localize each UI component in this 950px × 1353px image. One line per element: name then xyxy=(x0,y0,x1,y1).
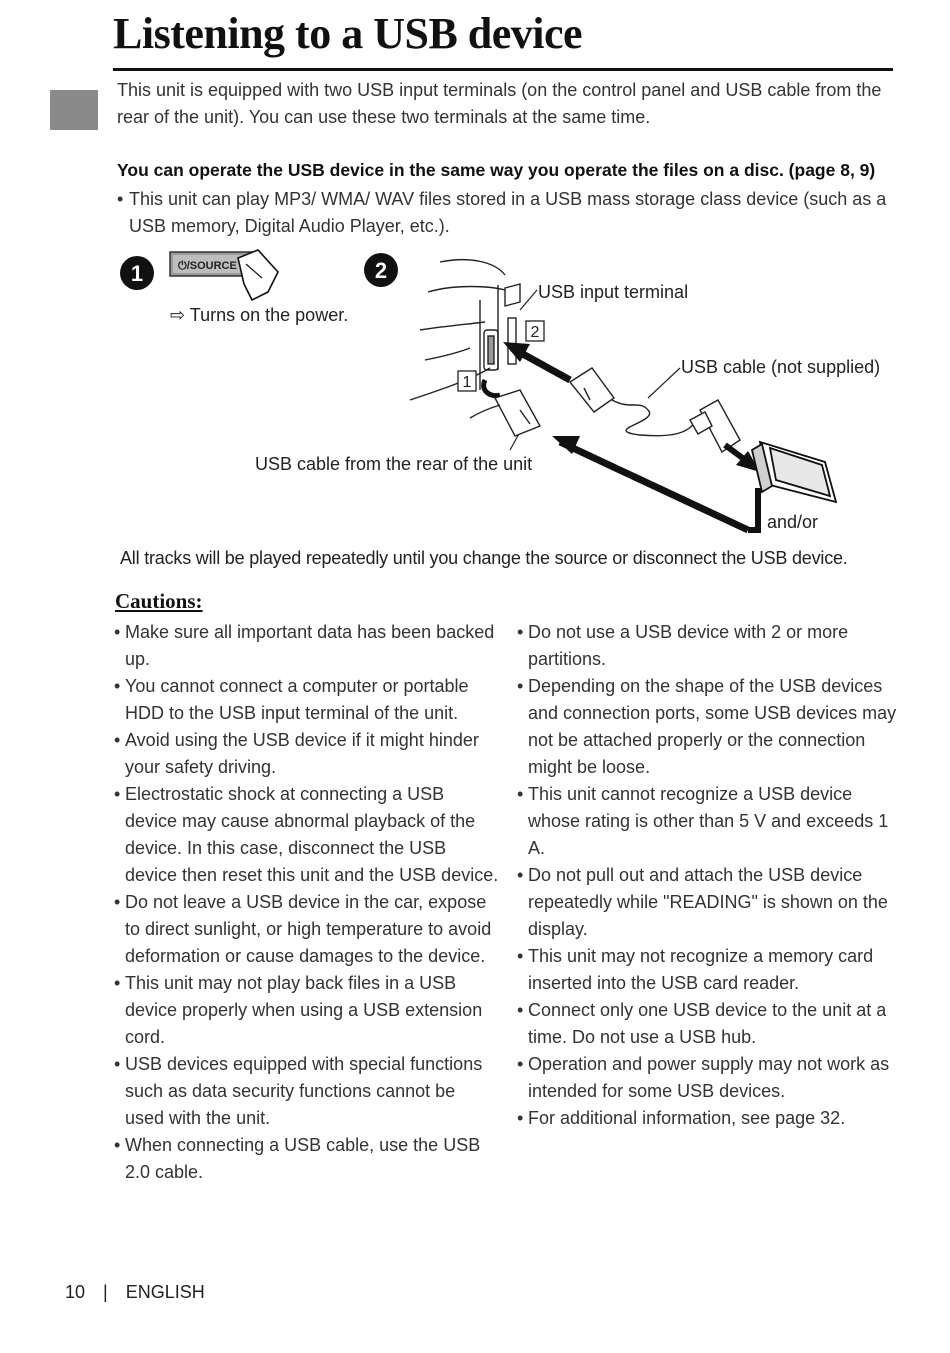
step-1-badge xyxy=(120,256,154,290)
source-button-icon xyxy=(170,250,278,300)
bullet: • xyxy=(114,730,121,750)
page-title: Listening to a USB device xyxy=(113,9,583,58)
page-number: 10 xyxy=(65,1282,86,1302)
caution-item xyxy=(114,1132,499,1186)
bullet: • xyxy=(517,865,524,885)
turns-on-text: Turns on the power. xyxy=(189,305,349,325)
caution-item xyxy=(517,619,902,673)
terminal-box-2 xyxy=(526,321,544,341)
title-rule xyxy=(113,68,893,71)
caution-item xyxy=(114,619,499,673)
label-usb-cable: USB cable (not supplied) xyxy=(681,357,881,377)
caution-text: Make sure all important data has been backed up. xyxy=(125,622,495,669)
bullet: • xyxy=(114,784,121,804)
caution-item xyxy=(517,673,902,781)
bullet: • xyxy=(114,1054,121,1074)
caution-text: Operation and power supply may not work as intended for some USB devices. xyxy=(528,1054,890,1101)
cautions-left-column xyxy=(114,619,499,1186)
usb-plug-drawing xyxy=(570,368,740,452)
caution-text: Depending on the shape of the USB devices and connection ports, some USB devices may not be attached properly or the connection might be loose. xyxy=(528,676,897,777)
caution-text: This unit cannot recognize a USB device whose rating is other than 5 V and exceeds 1 A. xyxy=(528,784,889,858)
section-marker xyxy=(50,90,98,130)
caution-item xyxy=(517,1105,902,1132)
caution-text: Connect only one USB device to the unit at a time. Do not use a USB hub. xyxy=(528,1000,887,1047)
step-2-number: 2 xyxy=(374,258,388,283)
caution-item xyxy=(114,781,499,889)
bullet: • xyxy=(117,189,124,209)
bullet: • xyxy=(517,946,524,966)
caution-text: USB devices equipped with special functions such as data security functions cannot be used with the unit. xyxy=(125,1054,483,1128)
bullet: • xyxy=(114,622,121,642)
turns-on-power-note xyxy=(170,305,348,326)
repeat-play-note: All tracks will be played repeatedly until you change the source or disconnect the USB device. xyxy=(120,548,848,568)
turns-on-arrow: ⇨ xyxy=(170,305,186,325)
sub-bullet xyxy=(117,186,897,240)
caution-text: Do not pull out and attach the USB device repeatedly while "READING" is shown on the display. xyxy=(528,865,888,939)
box-2-label: 2 xyxy=(530,324,540,341)
box-1-label: 1 xyxy=(462,374,472,391)
caution-item xyxy=(517,781,902,862)
bullet: • xyxy=(114,1135,121,1155)
bullet: • xyxy=(517,1108,524,1128)
caution-item xyxy=(114,889,499,970)
caution-text: Do not leave a USB device in the car, expose to direct sunlight, or high temperature to avoid deformation or cause damages to the device. xyxy=(125,892,492,966)
bullet: • xyxy=(517,784,524,804)
footer-language: ENGLISH xyxy=(125,1282,205,1302)
bullet: • xyxy=(114,892,121,912)
caution-item xyxy=(114,673,499,727)
terminal-box-1 xyxy=(458,371,476,391)
bullet: • xyxy=(517,1054,524,1074)
caution-text: Do not use a USB device with 2 or more partitions. xyxy=(528,622,849,669)
caution-text: Electrostatic shock at connecting a USB device may cause abnormal playback of the device. In this case, disconnect the USB device then reset this unit and the USB device. xyxy=(125,784,499,885)
caution-text: You cannot connect a computer or portable HDD to the USB input terminal of the unit. xyxy=(125,676,469,723)
subheading: You can operate the USB device in the same way you operate the files on a disc. (page 8, 9) xyxy=(117,160,876,180)
caution-item xyxy=(517,943,902,997)
intro-paragraph: This unit is equipped with two USB input terminals (on the control panel and USB cable from the rear of the unit). You can use these two terminals at the same time. xyxy=(117,80,882,127)
caution-item xyxy=(114,1051,499,1132)
caution-text: When connecting a USB cable, use the USB 2.0 cable. xyxy=(125,1135,481,1182)
sub-bullet-text: This unit can play MP3/ WMA/ WAV files stored in a USB mass storage class device (such as a USB memory, Digital Audio Player, etc.). xyxy=(129,189,887,236)
diagram-artwork xyxy=(0,240,950,550)
label-usb-input-terminal: USB input terminal xyxy=(538,282,689,302)
bullet: • xyxy=(114,973,121,993)
cautions-heading: Cautions: xyxy=(115,589,203,613)
caution-item xyxy=(114,970,499,1051)
page-footer xyxy=(65,1282,205,1303)
bullet: • xyxy=(517,1000,524,1020)
caution-text: Avoid using the USB device if it might hinder your safety driving. xyxy=(125,730,479,777)
label-and-or: and/or xyxy=(767,512,819,532)
caution-item xyxy=(517,1051,902,1105)
caution-item xyxy=(517,862,902,943)
source-button-label: ⏻/SOURCE xyxy=(178,260,237,272)
caution-text: For additional information, see page 32. xyxy=(528,1108,846,1128)
bullet: • xyxy=(517,622,524,642)
footer-separator: | xyxy=(103,1282,108,1302)
caution-item xyxy=(114,727,499,781)
usb-memory-stick xyxy=(752,442,836,502)
caution-text: This unit may not recognize a memory card inserted into the USB card reader. xyxy=(528,946,874,993)
step-2-badge xyxy=(364,253,398,287)
caution-item xyxy=(517,997,902,1051)
bullet: • xyxy=(517,676,524,696)
label-usb-rear: USB cable from the rear of the unit xyxy=(255,454,533,474)
caution-text: This unit may not play back files in a USB device properly when using a USB extension cord. xyxy=(125,973,483,1047)
cautions-right-column xyxy=(517,619,902,1132)
usb-connection-diagram xyxy=(0,240,950,550)
arrow-upper-terminal xyxy=(503,342,570,380)
bullet: • xyxy=(114,676,121,696)
step-1-number: 1 xyxy=(130,261,144,286)
